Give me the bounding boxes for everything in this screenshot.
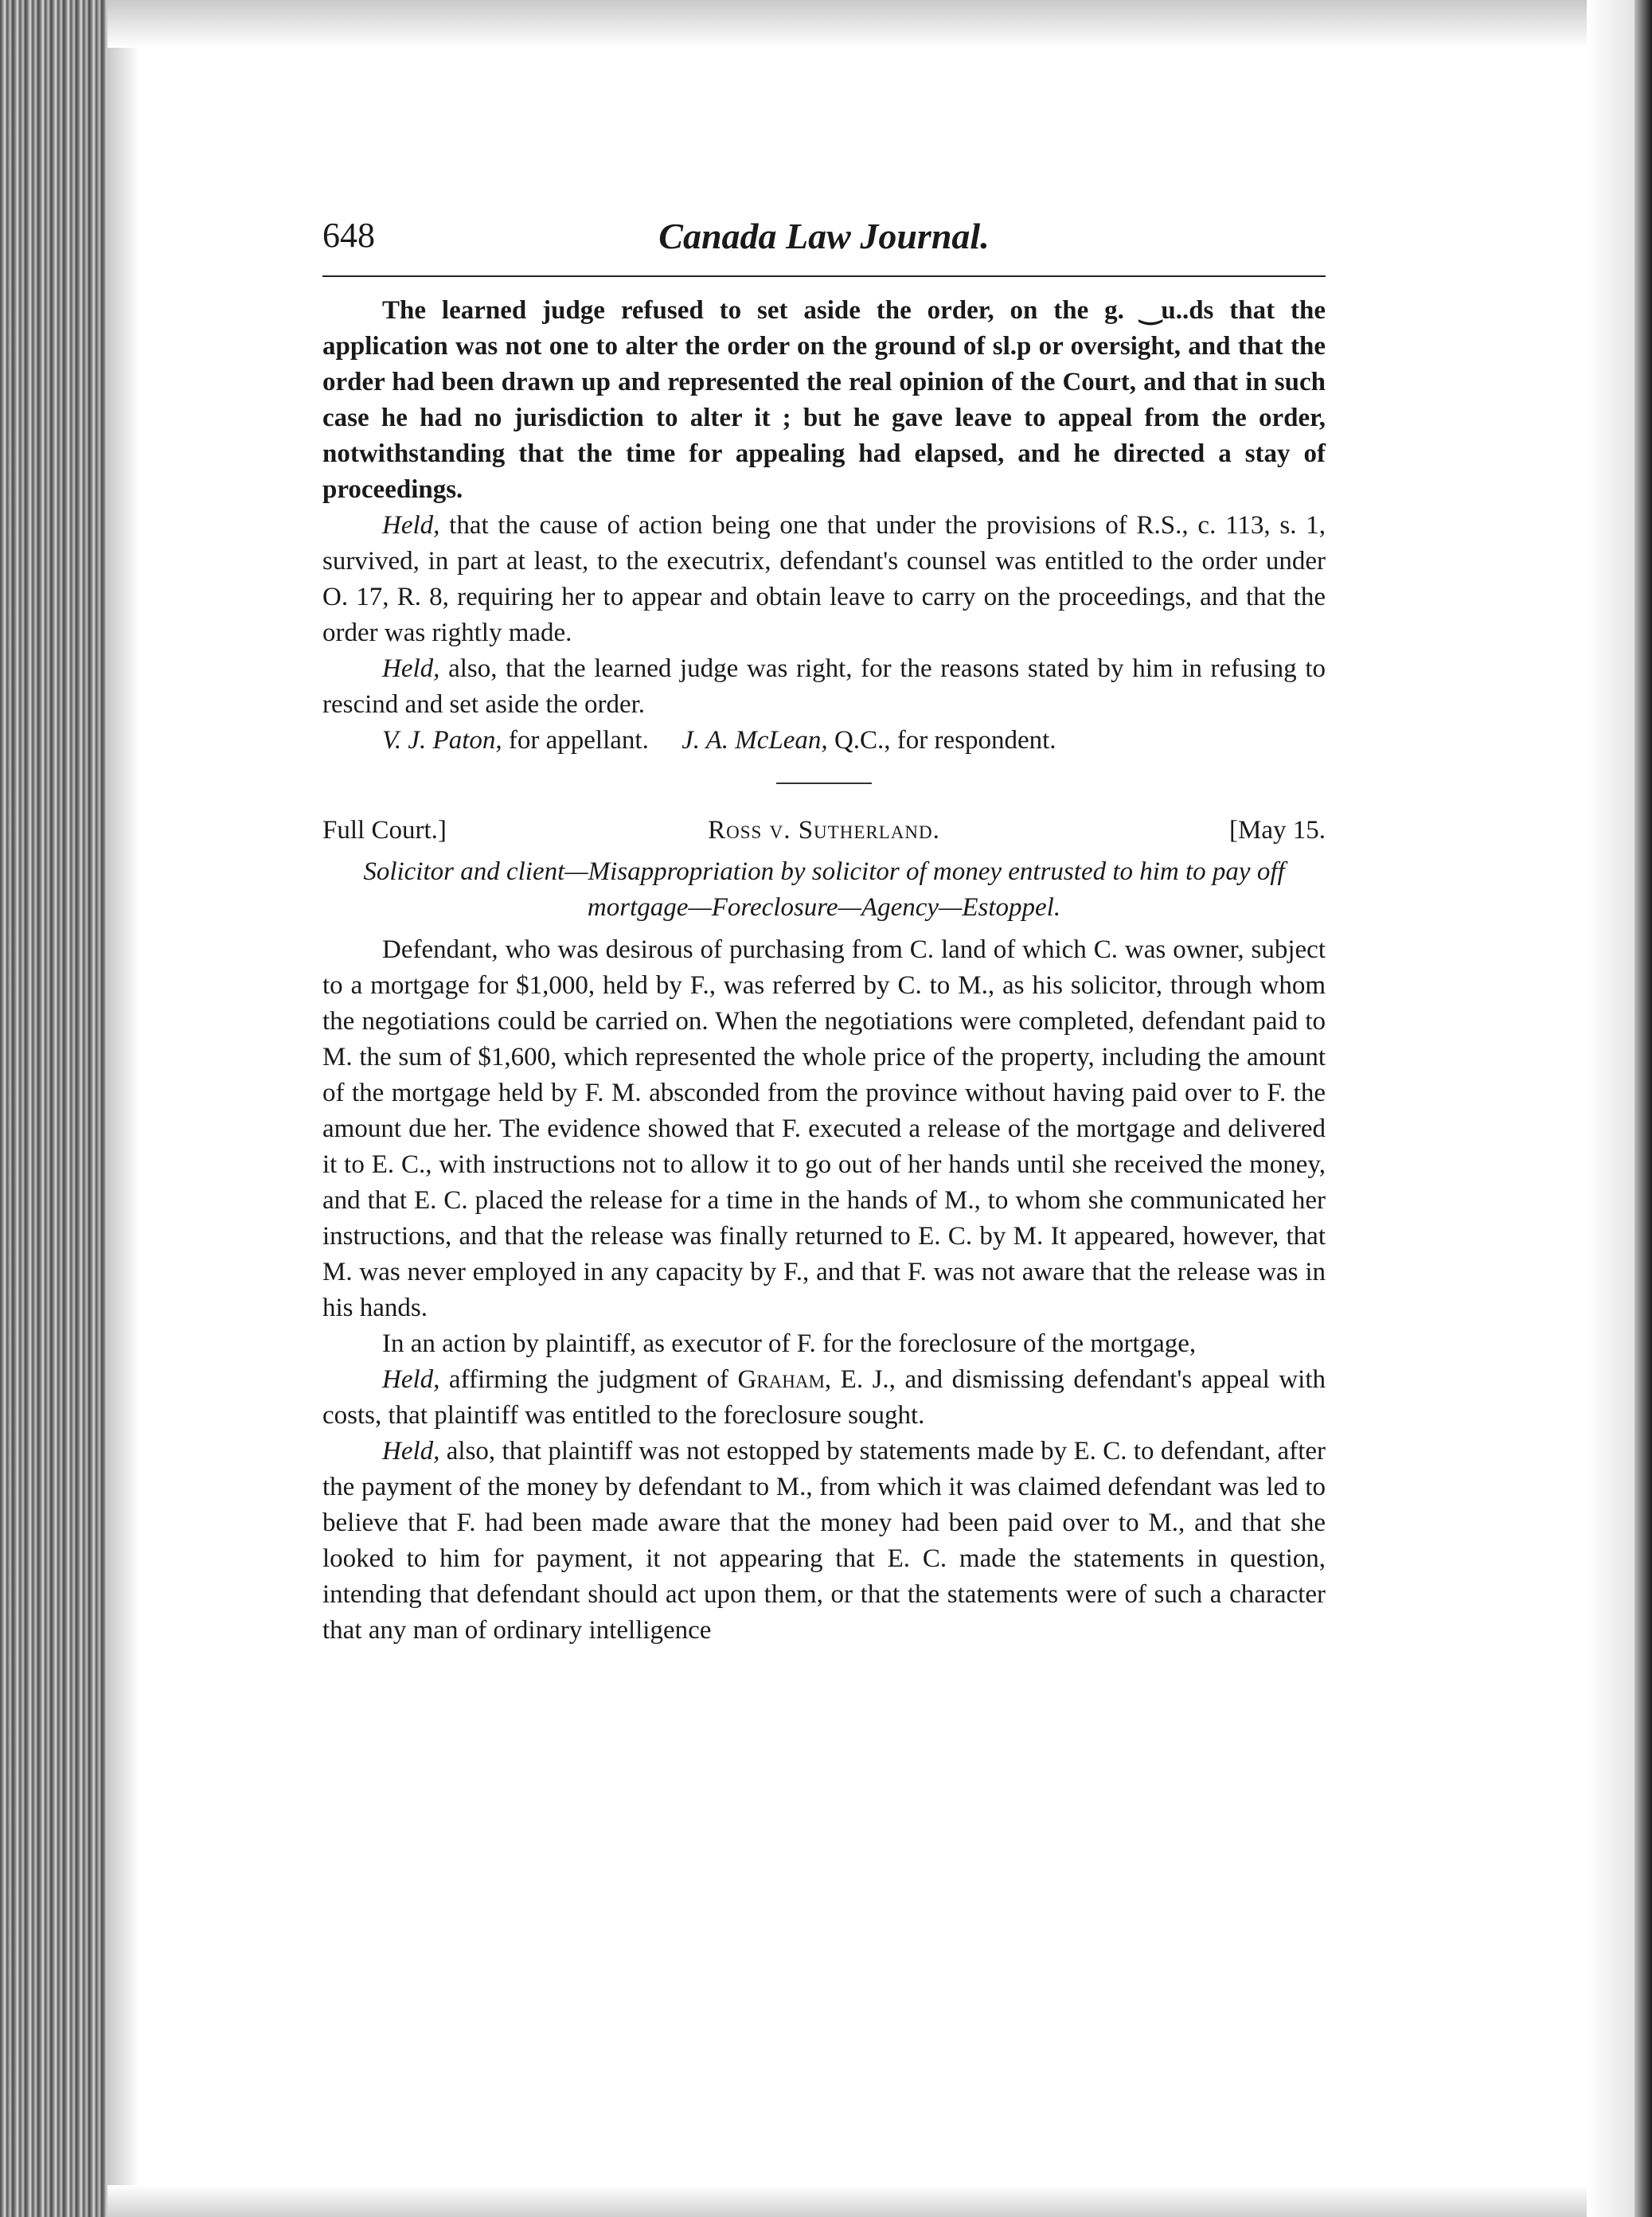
case-date: [May 15. [1229,816,1326,845]
case-court: Full Court.] [322,816,447,845]
scan-top-edge [107,0,1634,48]
scan-bottom-edge [107,2185,1634,2217]
held-text: also, that plaintiff was not estopped by statements made by E. C. to defendant, after the payment of the money by defendant to M., from which it was claimed defendant was led to believe that F. had been made aware that the money had been paid over to M., and that she looked to him for payment, it not appearing that E. C. made the statements in question, intending that defendant should act upon them, or that the statements were of such a character that any man of ordinary intelligence [322,1437,1326,1645]
second-case-facts: Defendant, who was desirous of purchasing from C. land of which C. was owner, subject to a mortgage for $1,000, held by F., was referred by C. to M., as his solicitor, through whom the negotiations could be carried on. When the negotiations were completed, defendant paid to M. the sum of $1,600, which represented the whole price of the property, including the amount of the mortgage held by F. M. absconded from the province without having paid over to F. the amount due her. The evidence showed that F. executed a release of the mortgage and delivered it to E. C., with instructions not to allow it to go out of her hands until she received the money, and that E. C. placed the release for a time in the hands of M., to whom she communicated her instructions, and that the release was finally returned to E. C. by M. It appeared, however, that M. was never employed in any capacity by F., and that F. was not aware that the release was in his hands. [322,935,1326,1322]
held-text: that the cause of action being one that under the provisions of R.S., c. 113, s. 1, survived, in part at least, to the executrix, defendant's counsel was entitled to the order under O. 17, R. 8, requiring her to appear and obtain leave to carry on the proceedings, and that the order was rightly made. [322,511,1326,647]
held-label: Held, [382,511,440,540]
case-heading [322,813,1326,854]
running-head [322,215,1326,271]
case-name: Ross v. Sutherland. [708,816,940,845]
first-case-held-1 [322,508,1326,651]
journal-page [322,215,1326,1649]
first-case-paragraph-1: The learned judge refused to set aside the order, on the g. ‿u..ds that the application was not one to alter the order on the ground of sl.p or oversight, and that the order had been drawn up and represented the real opinion of the Court, and that in such case he had no jurisdiction to alter it ; but he gave leave to appeal from the order, notwithstanding that the time for appealing had elapsed, and he directed a stay of proceedings. [322,296,1326,504]
counsel-line [322,723,1326,759]
journal-title: Canada Law Journal. [658,216,990,256]
judge-name: Graham [737,1365,825,1394]
first-case-held-2 [322,651,1326,723]
scan-right-edge [1634,0,1652,2217]
held-label: Held, [382,1365,440,1394]
held-text: , E. J., and dismissing defendant's appeal with costs, that plaintiff was entitled to the foreclosure sought. [322,1365,1326,1430]
second-case-held-1 [322,1362,1326,1434]
header-rule [322,275,1326,277]
second-case-held-2 [322,1434,1326,1649]
held-text: affirming the judgment of [439,1365,738,1394]
held-label: Held, [382,654,440,683]
scan-left-edge [0,0,107,2217]
counsel-respondent-role: Q.C., for respondent. [827,726,1056,755]
counsel-appellant-role: for appellant. [502,726,649,755]
counsel-appellant-name: V. J. Paton, [382,726,502,755]
held-text: also, that the learned judge was right, for the reasons stated by him in refusing to rescind and set aside the order. [322,654,1326,719]
page-number: 648 [322,216,375,255]
case-separator-rule [776,783,872,784]
scan-right-shadow [1587,0,1634,2217]
scan-left-shadow [107,0,139,2217]
held-label: Held, [382,1437,440,1466]
second-case-action: In an action by plaintiff, as executor of F. for the foreclosure of the mortgage, [382,1329,1197,1358]
case-headnote: Solicitor and client—Misappropriation by solicitor of money entrusted to him to pay off mortgage—Foreclosure—Agency—Estoppel. [363,857,1285,922]
counsel-respondent-name: J. A. McLean, [681,726,828,755]
